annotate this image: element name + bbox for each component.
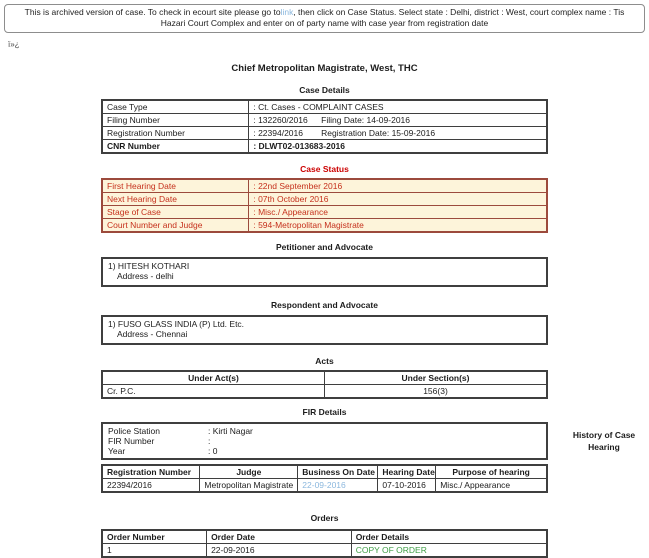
history-header-purpose: Purpose of hearing <box>436 465 547 479</box>
history-registration-number: 22394/2016 <box>102 479 200 493</box>
table-row <box>102 193 547 206</box>
first-hearing-date-value: : 22nd September 2016 <box>249 179 547 193</box>
acts-table <box>101 370 548 399</box>
history-header-business-on-date: Business On Date <box>298 465 378 479</box>
case-details-heading: Case Details <box>299 85 350 96</box>
case-type-label: Case Type <box>102 100 249 114</box>
order-details-header: Order Details <box>351 530 547 544</box>
archived-notice-banner <box>4 4 645 33</box>
fir-number-value: : <box>208 436 211 447</box>
history-purpose: Misc./ Appearance <box>436 479 547 493</box>
table-row <box>102 371 547 385</box>
orders-table <box>101 529 548 558</box>
main-content <box>101 85 636 558</box>
table-row <box>102 140 547 154</box>
court-number-judge-value: : 594-Metropolitan Magistrate <box>249 219 547 233</box>
history-header-hearing-date: Hearing Date <box>378 465 436 479</box>
fir-number-row <box>108 436 541 446</box>
table-row <box>102 479 547 493</box>
table-row <box>102 127 547 140</box>
case-details-table <box>101 99 548 154</box>
first-hearing-date-label: First Hearing Date <box>102 179 249 193</box>
registration-date: Registration Date: 15-09-2016 <box>321 128 436 139</box>
table-row <box>102 206 547 219</box>
table-row <box>102 544 547 558</box>
police-station-label: Police Station <box>108 426 160 437</box>
business-on-date-link[interactable]: 22-09-2016 <box>302 480 346 491</box>
table-row <box>102 465 547 479</box>
cnr-number-label: CNR Number <box>102 140 249 154</box>
fir-number-label: FIR Number <box>108 436 155 447</box>
court-number-judge-label: Court Number and Judge <box>102 219 249 233</box>
table-row <box>102 179 547 193</box>
police-station-value: : Kirti Nagar <box>208 426 253 437</box>
case-status-heading: Case Status <box>300 164 349 175</box>
filing-number-label: Filing Number <box>102 114 249 127</box>
history-judge: Metropolitan Magistrate <box>200 479 298 493</box>
petitioner-address: Address - delhi <box>117 271 174 282</box>
table-row <box>102 219 547 233</box>
order-number-header: Order Number <box>102 530 207 544</box>
petitioner-name: 1) HITESH KOTHARI <box>108 261 190 272</box>
history-hearing-date: 07-10-2016 <box>378 479 436 493</box>
banner-text-before: This is archived version of case. To check in ecourt site please go to <box>24 7 281 17</box>
bom-artifact-text: ï»¿ <box>8 40 20 50</box>
next-hearing-date-value: : 07th October 2016 <box>249 193 547 206</box>
filing-date: Filing Date: 14-09-2016 <box>321 115 411 126</box>
order-date-header: Order Date <box>207 530 352 544</box>
table-row <box>102 100 547 114</box>
order-date-value: 22-09-2016 <box>207 544 352 558</box>
case-status-table <box>101 178 548 233</box>
banner-text-after: , then click on Case Status. Select state : Delhi, district : West, court complex name : Tis Hazari Court Complex and enter on of party name with case year from registration date <box>160 7 625 29</box>
respondent-heading: Respondent and Advocate <box>271 300 378 311</box>
stage-of-case-value: : Misc./ Appearance <box>249 206 547 219</box>
registration-number-label: Registration Number <box>102 127 249 140</box>
table-row <box>102 114 547 127</box>
filing-number-value: : 132260/2016 Filing Date: 14-09-2016 <box>249 114 547 127</box>
fir-details-box <box>101 422 548 460</box>
year-label: Year <box>108 446 126 457</box>
table-row <box>102 530 547 544</box>
police-station-row <box>108 426 541 436</box>
orders-heading: Orders <box>310 513 339 524</box>
under-acts-header: Under Act(s) <box>102 371 325 385</box>
year-row <box>108 446 541 456</box>
case-type-value: : Ct. Cases - COMPLAINT CASES <box>249 100 547 114</box>
table-row <box>102 385 547 399</box>
respondent-name: 1) FUSO GLASS INDIA (P) Ltd. Etc. <box>108 319 245 330</box>
cnr-number-value: : DLWT02-013683-2016 <box>249 140 547 154</box>
section-value: 156(3) <box>325 385 548 399</box>
fir-details-heading: FIR Details <box>302 407 347 418</box>
history-header-judge: Judge <box>200 465 298 479</box>
under-sections-header: Under Section(s) <box>325 371 548 385</box>
next-hearing-date-label: Next Hearing Date <box>102 193 249 206</box>
history-header-registration-number: Registration Number <box>102 465 200 479</box>
history-business-on-date-cell <box>298 479 378 493</box>
ecourt-site-link[interactable]: link <box>280 7 294 17</box>
year-value: : 0 <box>208 446 218 457</box>
acts-heading: Acts <box>315 356 334 367</box>
order-details-cell <box>351 544 547 558</box>
act-value: Cr. P.C. <box>102 385 325 399</box>
history-of-case-hearing-heading: History of Case Hearing <box>572 430 636 453</box>
stage-of-case-label: Stage of Case <box>102 206 249 219</box>
fir-wrap <box>101 422 636 460</box>
respondent-box <box>101 315 548 345</box>
case-hearing-history-table <box>101 464 548 493</box>
registration-number-value: : 22394/2016 Registration Date: 15-09-2016 <box>249 127 547 140</box>
respondent-address: Address - Chennai <box>117 329 188 340</box>
petitioner-box <box>101 257 548 287</box>
page-title: Chief Metropolitan Magistrate, West, THC <box>231 63 418 75</box>
petitioner-heading: Petitioner and Advocate <box>276 242 373 253</box>
order-number-value: 1 <box>102 544 207 558</box>
copy-of-order-link[interactable]: COPY OF ORDER <box>355 545 427 556</box>
